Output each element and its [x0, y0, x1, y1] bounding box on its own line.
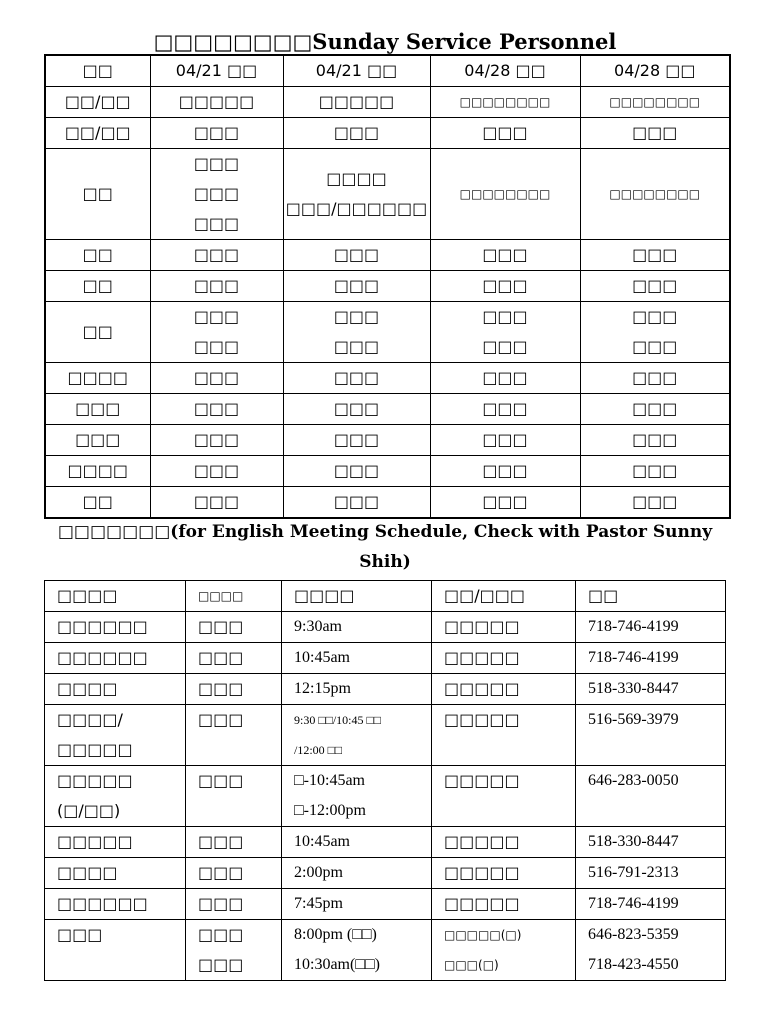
cell-text: 518-330-8447 — [588, 680, 679, 697]
table-cell — [283, 118, 430, 149]
column-header: 04/21 □□ — [283, 55, 430, 87]
cell-text: □□□□□ — [178, 92, 255, 111]
cell-text: □□□ — [632, 123, 678, 142]
cell-text: □□□ — [632, 492, 678, 511]
cell-text: □□□ — [482, 307, 528, 326]
cell-text: □-12:00pm — [294, 802, 366, 819]
table-cell — [283, 456, 430, 487]
table-cell — [430, 425, 580, 456]
cell-text: □□□ — [198, 832, 244, 851]
cell-text: □□□ — [193, 245, 240, 264]
table-cell — [150, 425, 283, 456]
cell-text: □□□ — [482, 276, 528, 295]
table-row — [45, 118, 730, 149]
row-label: □□/□□ — [45, 87, 150, 118]
table-cell — [580, 118, 730, 149]
meeting-schedule-title: □□□□□□□(for English Meeting Schedule, Check with Pastor Sunny Shih) — [57, 522, 713, 572]
table-cell — [45, 766, 186, 827]
table-cell — [150, 240, 283, 271]
table-row — [45, 827, 726, 858]
cell-text: □□□□□□□□ — [459, 95, 551, 109]
cell-text: □□□ — [193, 184, 240, 203]
column-header: □□□□ — [282, 581, 432, 612]
table-cell — [150, 394, 283, 425]
cell-text: □□□□□ — [444, 648, 520, 667]
table-cell — [580, 149, 730, 240]
table-cell — [45, 889, 186, 920]
row-label: □□ — [45, 487, 150, 519]
column-header: □□ — [576, 581, 726, 612]
table-cell — [283, 271, 430, 302]
cell-text: □□□□□□ — [57, 617, 148, 636]
cell-text: 718-746-4199 — [588, 618, 679, 635]
meeting-schedule-table — [44, 580, 726, 981]
cell-text: □□□ — [198, 710, 244, 729]
row-label: □□□□ — [45, 363, 150, 394]
table-row — [45, 240, 730, 271]
table-cell — [580, 240, 730, 271]
cell-text: 2:00pm — [294, 864, 343, 881]
cell-text: □□□□□□ — [57, 648, 148, 667]
cell-text: □□□ — [193, 492, 240, 511]
cell-text: □□□□ — [57, 863, 118, 882]
table-row — [45, 149, 730, 240]
table-cell — [430, 363, 580, 394]
table-row — [45, 766, 726, 827]
table-cell — [150, 363, 283, 394]
table-cell — [150, 487, 283, 519]
table-row — [45, 889, 726, 920]
table-cell — [430, 149, 580, 240]
table-cell — [283, 87, 430, 118]
cell-text: 10:30am(□□) — [294, 956, 380, 973]
cell-text: □□□□ — [326, 169, 387, 188]
header-row — [45, 55, 730, 87]
cell-text: □□□ — [482, 399, 528, 418]
column-header: □□/□□□ — [432, 581, 576, 612]
cell-text: □□□ — [632, 307, 678, 326]
column-header: □□□□ — [45, 581, 186, 612]
table-cell — [576, 674, 726, 705]
cell-text: □□□□□□□□ — [609, 187, 701, 201]
table-cell — [45, 827, 186, 858]
table-cell — [150, 118, 283, 149]
table-cell — [576, 920, 726, 981]
cell-text: □□□□□ — [57, 771, 133, 790]
table-row — [45, 363, 730, 394]
table-cell — [576, 643, 726, 674]
table-cell — [283, 149, 430, 240]
table-cell — [45, 643, 186, 674]
cell-text: □□□ — [632, 461, 678, 480]
cell-text: □□□□□□□□ — [459, 187, 551, 201]
cell-text: □□□ — [632, 399, 678, 418]
cell-text: □□□ — [198, 617, 244, 636]
table-cell — [432, 889, 576, 920]
table-cell — [580, 363, 730, 394]
table-cell — [282, 705, 432, 766]
row-label: □□□□ — [45, 456, 150, 487]
table-cell — [580, 456, 730, 487]
table-cell — [580, 271, 730, 302]
cell-text: □□□ — [333, 430, 380, 449]
table-row — [45, 271, 730, 302]
cell-text: □□□□□ — [57, 832, 133, 851]
cell-text: 718-746-4199 — [588, 649, 679, 666]
cell-text: □□□ — [333, 123, 380, 142]
service-personnel-table — [44, 54, 731, 519]
table-cell — [430, 240, 580, 271]
table-cell — [430, 271, 580, 302]
table-cell — [282, 889, 432, 920]
cell-text: □□□ — [198, 679, 244, 698]
page-title: □□□□□□□□Sunday Service Personnel — [153, 29, 617, 54]
column-header: 04/28 □□ — [580, 55, 730, 87]
cell-text: □□□ — [482, 430, 528, 449]
table-cell — [432, 766, 576, 827]
cell-text: 8:00pm (□□) — [294, 926, 377, 943]
cell-text: □□□ — [198, 771, 244, 790]
row-label: □□□ — [45, 425, 150, 456]
cell-text: □□□ — [193, 430, 240, 449]
cell-text: □□□ — [482, 461, 528, 480]
cell-text: □□□ — [198, 955, 244, 974]
table-cell — [45, 705, 186, 766]
row-label: □□ — [45, 240, 150, 271]
cell-text: □□□ — [193, 337, 240, 356]
table-cell — [186, 889, 282, 920]
table-cell — [430, 118, 580, 149]
table-cell — [283, 394, 430, 425]
table-cell — [432, 705, 576, 766]
cell-text: □□□□ — [57, 679, 118, 698]
column-header: □□□□ — [186, 581, 282, 612]
cell-text: □□□□□ — [444, 679, 520, 698]
cell-text: □□□ — [333, 307, 380, 326]
table-cell — [432, 674, 576, 705]
cell-text: □□□ — [482, 337, 528, 356]
cell-text: □□□ — [632, 245, 678, 264]
cell-text: □□□/□□□□□□ — [285, 199, 428, 218]
cell-text: 718-423-4550 — [588, 956, 679, 973]
table-cell — [150, 456, 283, 487]
cell-text: □□□ — [482, 245, 528, 264]
cell-text: □□□ — [193, 214, 240, 233]
table-cell — [283, 363, 430, 394]
table-cell — [282, 920, 432, 981]
table-cell — [282, 674, 432, 705]
table-cell — [186, 920, 282, 981]
table-cell — [150, 149, 283, 240]
table-cell — [430, 394, 580, 425]
table-cell — [432, 920, 576, 981]
table-row — [45, 643, 726, 674]
table-cell — [186, 766, 282, 827]
row-label: □□/□□ — [45, 118, 150, 149]
cell-text: □□□ — [193, 154, 240, 173]
table-row — [45, 705, 726, 766]
header-row — [45, 581, 726, 612]
cell-text: □□□□□ — [444, 832, 520, 851]
table-cell — [580, 394, 730, 425]
column-header: □□ — [45, 55, 150, 87]
cell-text: □□□□□ — [444, 617, 520, 636]
table-cell — [186, 705, 282, 766]
column-header: 04/28 □□ — [430, 55, 580, 87]
cell-text: □□□ — [193, 123, 240, 142]
cell-text: □□□ — [632, 276, 678, 295]
row-label: □□□ — [45, 394, 150, 425]
cell-text: 12:15pm — [294, 680, 351, 697]
cell-text: 646-823-5359 — [588, 926, 679, 943]
cell-text: □□□ — [333, 368, 380, 387]
cell-text: □□□ — [632, 368, 678, 387]
table-row — [45, 425, 730, 456]
table-cell — [282, 643, 432, 674]
table-cell — [282, 766, 432, 827]
table-cell — [430, 487, 580, 519]
cell-text: □□□ — [193, 368, 240, 387]
cell-text: □□□ — [482, 492, 528, 511]
cell-text: □□□□□ — [57, 740, 133, 759]
table-cell — [430, 456, 580, 487]
cell-text: □□□ — [333, 337, 380, 356]
table-cell — [45, 674, 186, 705]
cell-text: /12:00 □□ — [294, 743, 343, 757]
cell-text: □□□ — [193, 461, 240, 480]
table-cell — [186, 643, 282, 674]
row-label: □□ — [45, 271, 150, 302]
cell-text: 7:45pm — [294, 895, 343, 912]
table-cell — [580, 425, 730, 456]
cell-text: □□□ — [57, 925, 103, 944]
table-row — [45, 858, 726, 889]
table-cell — [186, 827, 282, 858]
table-cell — [432, 612, 576, 643]
cell-text: 516-791-2313 — [588, 864, 679, 881]
table-row — [45, 302, 730, 363]
table-row — [45, 87, 730, 118]
table-cell — [576, 612, 726, 643]
table-cell — [186, 858, 282, 889]
table-row — [45, 394, 730, 425]
table-cell — [430, 87, 580, 118]
table-cell — [283, 425, 430, 456]
table-cell — [186, 612, 282, 643]
cell-text: 646-283-0050 — [588, 772, 679, 789]
cell-text: □□□ — [632, 337, 678, 356]
cell-text: □□□ — [333, 492, 380, 511]
cell-text: (□/□□) — [57, 801, 121, 820]
cell-text: □□□□/ — [57, 710, 123, 729]
cell-text: □□□□□ — [444, 710, 520, 729]
cell-text: 9:30am — [294, 618, 342, 635]
cell-text: □□□□□ — [444, 894, 520, 913]
cell-text: 718-746-4199 — [588, 895, 679, 912]
table-cell — [432, 858, 576, 889]
table-cell — [576, 889, 726, 920]
table-cell — [580, 487, 730, 519]
cell-text: □□□ — [333, 461, 380, 480]
table-cell — [45, 920, 186, 981]
cell-text: 10:45am — [294, 649, 350, 666]
table-cell — [576, 827, 726, 858]
table-cell — [430, 302, 580, 363]
table-cell — [45, 612, 186, 643]
table-row — [45, 456, 730, 487]
table-cell — [580, 87, 730, 118]
table-cell — [432, 643, 576, 674]
column-header: 04/21 □□ — [150, 55, 283, 87]
cell-text: 518-330-8447 — [588, 833, 679, 850]
cell-text: □□□ — [632, 430, 678, 449]
cell-text: □□□ — [198, 648, 244, 667]
cell-text: □□□ — [482, 123, 528, 142]
cell-text: □-10:45am — [294, 772, 365, 789]
table-cell — [576, 705, 726, 766]
cell-text: □□□(□) — [444, 958, 499, 972]
table-cell — [282, 827, 432, 858]
cell-text: □□□ — [193, 307, 240, 326]
table-cell — [576, 766, 726, 827]
cell-text: □□□ — [198, 925, 244, 944]
table-cell — [282, 612, 432, 643]
cell-text: □□□ — [482, 368, 528, 387]
cell-text: □□□ — [198, 863, 244, 882]
cell-text: □□□□□(□) — [444, 928, 522, 942]
cell-text: 9:30 □□/10:45 □□ — [294, 713, 381, 727]
table-cell — [282, 858, 432, 889]
table-cell — [283, 240, 430, 271]
cell-text: □□□ — [198, 894, 244, 913]
cell-text: □□□ — [193, 276, 240, 295]
cell-text: □□□□□ — [444, 863, 520, 882]
table-cell — [432, 827, 576, 858]
cell-text: □□□□□ — [318, 92, 395, 111]
table-row — [45, 674, 726, 705]
table-cell — [283, 487, 430, 519]
cell-text: 10:45am — [294, 833, 350, 850]
row-label: □□ — [45, 302, 150, 363]
cell-text: □□□ — [333, 276, 380, 295]
table-cell — [150, 271, 283, 302]
cell-text: □□□□□□□□ — [609, 95, 701, 109]
cell-text: 516-569-3979 — [588, 711, 679, 728]
table-cell — [45, 858, 186, 889]
row-label: □□ — [45, 149, 150, 240]
table-cell — [150, 302, 283, 363]
cell-text: □□□ — [193, 399, 240, 418]
cell-text: □□□□□ — [444, 771, 520, 790]
table-cell — [576, 858, 726, 889]
cell-text: □□□□□□ — [57, 894, 148, 913]
cell-text: □□□ — [333, 245, 380, 264]
table-row — [45, 487, 730, 519]
table-cell — [186, 674, 282, 705]
table-cell — [150, 87, 283, 118]
table-row — [45, 920, 726, 981]
table-cell — [580, 302, 730, 363]
table-row — [45, 612, 726, 643]
table-cell — [283, 302, 430, 363]
cell-text: □□□ — [333, 399, 380, 418]
